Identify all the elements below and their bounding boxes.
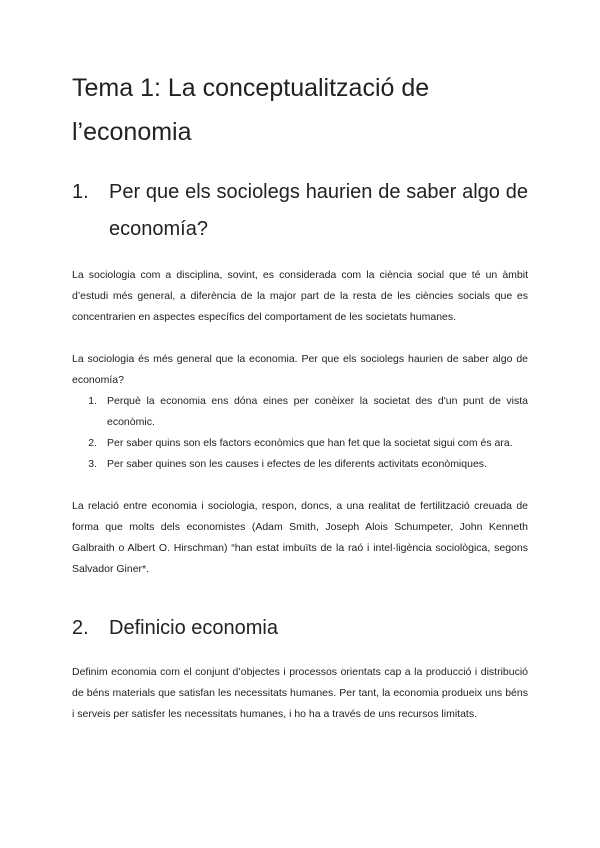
section-1-paragraph-2: La sociologia és més general que la economia. Per que els sociolegs haurien de saber algo de economía? [72, 353, 528, 386]
list-item [72, 454, 528, 475]
list-item [72, 433, 528, 454]
list-item-number: 1. [88, 395, 97, 407]
list-item-number: 2. [88, 437, 97, 449]
section-2-paragraph-1: Definim economia com el conjunt d’objectes i processos orientats cap a la producció i distribució de béns materials que satisfan les necessitats humanes. Per tant, la economia produeix uns béns i serveis per satisfer les necessitats humanes, i ho ha a través de uns recursos limitats. [72, 666, 528, 720]
document-page [72, 66, 528, 725]
section-1 [72, 174, 528, 580]
list-item-text: Per saber quines son les causes i efectes de les diferents activitats econòmiques. [107, 458, 487, 470]
section-2-heading [72, 610, 528, 647]
list-item-text: Perquè la economia ens dóna eines per conèixer la societat des d'un punt de vista econòmic. [107, 395, 528, 428]
section-1-paragraph-1: La sociologia com a disciplina, sovint, es considerada com la ciència social que té un àmbit d’estudi més general, a diferència de la major part de la resta de les ciències socials que es concentrarien en aspectes específics del comportament de les societats humanes. [72, 269, 528, 323]
document-title: Tema 1: La conceptualització de l’economia [72, 74, 430, 146]
reasons-list [72, 391, 528, 475]
list-item [72, 391, 528, 433]
list-item-text: Per saber quins son els factors econòmics que han fet que la societat sigui com és ara. [107, 437, 513, 449]
section-2-heading-text: Definicio economia [109, 617, 278, 639]
section-1-closing-paragraph: La relació entre economia i sociologia, respon, doncs, a una realitat de fertilització creuada de forma que molts dels economistes (Adam Smith, Joseph Alois Schumpeter, John Kenneth Galbraith o Albert O. Hirschman) “han estat imbuïts de la raó i intel·ligència sociològica, segons Salvador Giner*. [72, 500, 528, 575]
list-item-number: 3. [88, 458, 97, 470]
section-1-number: 1. [72, 181, 89, 203]
section-2-number: 2. [72, 617, 89, 639]
section-1-heading [72, 174, 528, 248]
section-1-heading-text: Per que els sociolegs haurien de saber algo de economía? [109, 181, 528, 240]
section-2 [72, 610, 528, 725]
